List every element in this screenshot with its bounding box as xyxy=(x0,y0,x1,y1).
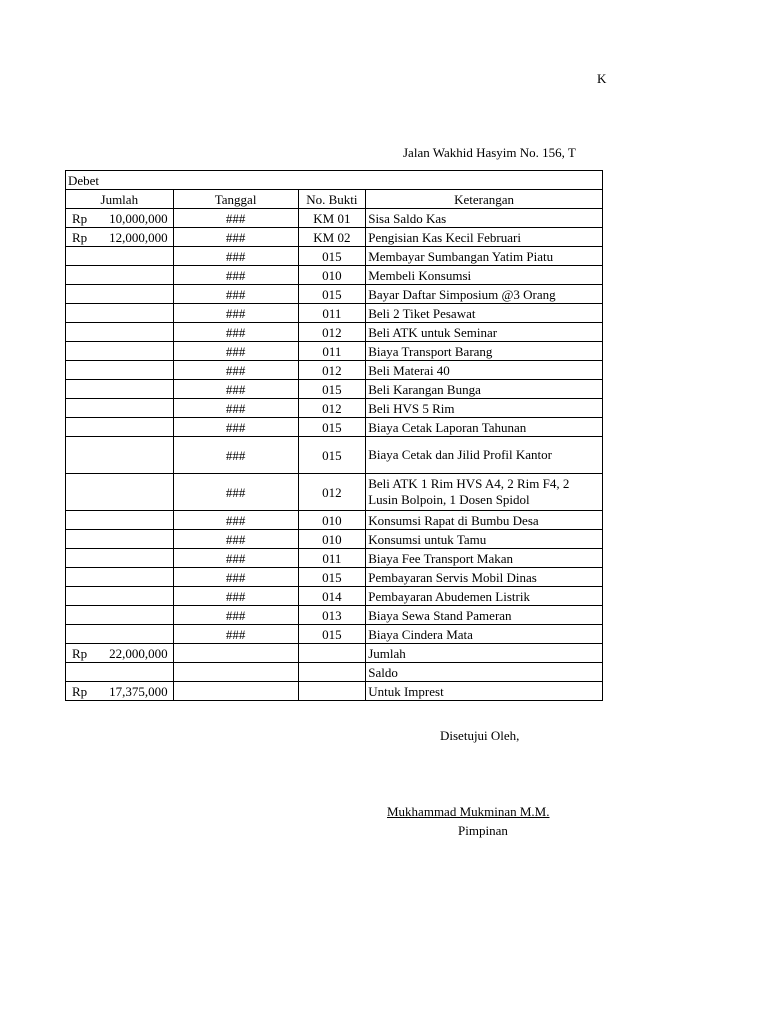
cell-jumlah xyxy=(66,474,174,511)
column-header-jumlah: Jumlah xyxy=(66,190,174,209)
cell-keterangan: Pembayaran Servis Mobil Dinas xyxy=(366,568,603,587)
table-row xyxy=(66,625,603,644)
cell-bukti: 010 xyxy=(298,266,366,285)
section-row xyxy=(66,171,603,190)
cell-tanggal: ### xyxy=(173,549,298,568)
cell-tanggal: ### xyxy=(173,399,298,418)
cell-jumlah xyxy=(66,399,174,418)
cell-bukti: 012 xyxy=(298,399,366,418)
cell-bukti: 013 xyxy=(298,606,366,625)
cell-keterangan: Pembayaran Abudemen Listrik xyxy=(366,587,603,606)
cell-jumlah xyxy=(66,568,174,587)
table-row xyxy=(66,285,603,304)
currency-label: Rp xyxy=(72,210,88,226)
cell-tanggal: ### xyxy=(173,625,298,644)
table-row xyxy=(66,606,603,625)
cell-keterangan: Biaya Sewa Stand Pameran xyxy=(366,606,603,625)
cell-jumlah xyxy=(66,644,174,663)
cell-keterangan: Jumlah xyxy=(366,644,603,663)
cell-jumlah xyxy=(66,285,174,304)
table-row xyxy=(66,380,603,399)
cell-tanggal: ### xyxy=(173,587,298,606)
cell-keterangan: Untuk Imprest xyxy=(366,682,603,701)
cell-tanggal: ### xyxy=(173,228,298,247)
cell-keterangan: Biaya Cetak dan Jilid Profil Kantor xyxy=(366,437,603,474)
cell-jumlah xyxy=(66,342,174,361)
cell-tanggal xyxy=(173,644,298,663)
table-row xyxy=(66,644,603,663)
currency-label: Rp xyxy=(72,229,88,245)
cell-jumlah xyxy=(66,587,174,606)
cell-tanggal: ### xyxy=(173,323,298,342)
cell-tanggal: ### xyxy=(173,437,298,474)
header-fragment: K xyxy=(597,71,607,86)
cell-keterangan: Beli ATK 1 Rim HVS A4, 2 Rim F4, 2 Lusin Bolpoin, 1 Dosen Spidol xyxy=(366,474,603,511)
cell-tanggal: ### xyxy=(173,606,298,625)
table-row xyxy=(66,568,603,587)
cell-keterangan: Beli HVS 5 Rim xyxy=(366,399,603,418)
address-line: Jalan Wakhid Hasyim No. 156, T xyxy=(403,145,576,160)
table-row xyxy=(66,209,603,228)
cell-tanggal: ### xyxy=(173,568,298,587)
cell-jumlah xyxy=(66,625,174,644)
table-row xyxy=(66,682,603,701)
cell-bukti: 010 xyxy=(298,511,366,530)
cell-jumlah xyxy=(66,682,174,701)
cell-tanggal: ### xyxy=(173,530,298,549)
cell-keterangan: Membayar Sumbangan Yatim Piatu xyxy=(366,247,603,266)
table-row xyxy=(66,266,603,285)
cell-tanggal: ### xyxy=(173,511,298,530)
cell-jumlah xyxy=(66,663,174,682)
table-row xyxy=(66,247,603,266)
currency-label: Rp xyxy=(72,645,88,661)
cell-jumlah xyxy=(66,247,174,266)
cell-bukti: 015 xyxy=(298,625,366,644)
amount-value: 10,000,000 xyxy=(109,210,168,226)
cell-bukti: 015 xyxy=(298,285,366,304)
cell-jumlah xyxy=(66,361,174,380)
column-header-keterangan: Keterangan xyxy=(366,190,603,209)
cell-tanggal: ### xyxy=(173,285,298,304)
amount-value: 12,000,000 xyxy=(109,229,168,245)
cell-keterangan: Pengisian Kas Kecil Februari xyxy=(366,228,603,247)
cell-jumlah xyxy=(66,228,174,247)
currency-label: Rp xyxy=(72,683,88,699)
cell-keterangan: Beli 2 Tiket Pesawat xyxy=(366,304,603,323)
cell-tanggal: ### xyxy=(173,247,298,266)
cell-bukti: 011 xyxy=(298,549,366,568)
cell-bukti: KM 01 xyxy=(298,209,366,228)
cell-jumlah xyxy=(66,511,174,530)
cell-bukti: 011 xyxy=(298,342,366,361)
cell-keterangan: Sisa Saldo Kas xyxy=(366,209,603,228)
cell-bukti: KM 02 xyxy=(298,228,366,247)
cell-keterangan: Konsumsi Rapat di Bumbu Desa xyxy=(366,511,603,530)
cell-bukti: 015 xyxy=(298,380,366,399)
table-row xyxy=(66,399,603,418)
cell-keterangan: Beli Karangan Bunga xyxy=(366,380,603,399)
cell-tanggal: ### xyxy=(173,361,298,380)
table-row xyxy=(66,587,603,606)
cell-bukti: 015 xyxy=(298,418,366,437)
cell-tanggal: ### xyxy=(173,380,298,399)
cell-bukti xyxy=(298,644,366,663)
cell-bukti: 015 xyxy=(298,247,366,266)
cell-bukti: 015 xyxy=(298,437,366,474)
column-header-tanggal: Tanggal xyxy=(173,190,298,209)
table-row xyxy=(66,663,603,682)
cell-jumlah xyxy=(66,266,174,285)
table-row xyxy=(66,437,603,474)
cell-keterangan: Biaya Fee Transport Makan xyxy=(366,549,603,568)
column-header-bukti: No. Bukti xyxy=(298,190,366,209)
table-row xyxy=(66,549,603,568)
cell-keterangan: Membeli Konsumsi xyxy=(366,266,603,285)
cell-jumlah xyxy=(66,209,174,228)
table-row xyxy=(66,361,603,380)
cell-bukti xyxy=(298,663,366,682)
amount-value: 17,375,000 xyxy=(109,683,168,699)
table-row xyxy=(66,323,603,342)
cell-keterangan: Konsumsi untuk Tamu xyxy=(366,530,603,549)
cell-bukti: 012 xyxy=(298,361,366,380)
cell-tanggal: ### xyxy=(173,342,298,361)
amount-value: 22,000,000 xyxy=(109,645,168,661)
cell-jumlah xyxy=(66,549,174,568)
table-row xyxy=(66,342,603,361)
cell-jumlah xyxy=(66,530,174,549)
cell-tanggal: ### xyxy=(173,266,298,285)
cell-keterangan: Bayar Daftar Simposium @3 Orang xyxy=(366,285,603,304)
cell-keterangan: Biaya Cetak Laporan Tahunan xyxy=(366,418,603,437)
table-row xyxy=(66,418,603,437)
table-row xyxy=(66,530,603,549)
signatory-title: Pimpinan xyxy=(458,823,508,838)
cell-bukti: 014 xyxy=(298,587,366,606)
cell-tanggal: ### xyxy=(173,474,298,511)
cell-bukti: 015 xyxy=(298,568,366,587)
cell-tanggal xyxy=(173,663,298,682)
petty-cash-table xyxy=(65,170,603,701)
table-row xyxy=(66,228,603,247)
cell-tanggal: ### xyxy=(173,418,298,437)
debet-label: Debet xyxy=(66,171,603,190)
cell-tanggal: ### xyxy=(173,304,298,323)
table-row xyxy=(66,511,603,530)
cell-keterangan: Beli ATK untuk Seminar xyxy=(366,323,603,342)
cell-tanggal: ### xyxy=(173,209,298,228)
cell-jumlah xyxy=(66,606,174,625)
cell-keterangan: Saldo xyxy=(366,663,603,682)
cell-jumlah xyxy=(66,437,174,474)
cell-bukti: 012 xyxy=(298,474,366,511)
cell-bukti: 010 xyxy=(298,530,366,549)
cell-tanggal xyxy=(173,682,298,701)
cell-keterangan: Beli Materai 40 xyxy=(366,361,603,380)
cell-keterangan: Biaya Cindera Mata xyxy=(366,625,603,644)
cell-keterangan: Biaya Transport Barang xyxy=(366,342,603,361)
table-row xyxy=(66,304,603,323)
cell-jumlah xyxy=(66,323,174,342)
cell-jumlah xyxy=(66,380,174,399)
signatory-name: Mukhammad Mukminan M.M. xyxy=(387,804,550,819)
header-row xyxy=(66,190,603,209)
cell-jumlah xyxy=(66,418,174,437)
cell-bukti: 011 xyxy=(298,304,366,323)
cell-bukti xyxy=(298,682,366,701)
cell-bukti: 012 xyxy=(298,323,366,342)
cell-jumlah xyxy=(66,304,174,323)
approval-label: Disetujui Oleh, xyxy=(440,728,520,743)
table-row xyxy=(66,474,603,511)
